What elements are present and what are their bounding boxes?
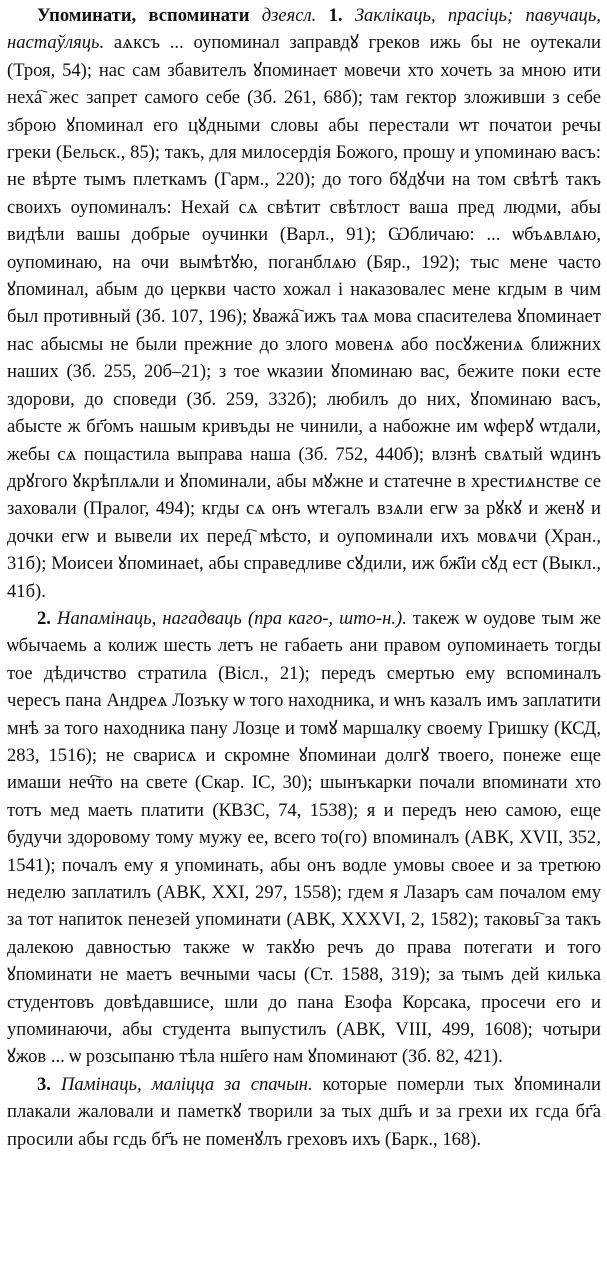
sense-3	[7, 1071, 601, 1153]
sense-2	[7, 605, 601, 1071]
sense-definition: Памінаць, маліцца за спачын.	[60, 1073, 313, 1095]
sense-number: 1.	[328, 5, 343, 26]
sense-number: 3.	[37, 1073, 51, 1095]
sense-citations: такеж ѡ оудове тым же ѡбычаемь а колиж шесть летъ не габаеть ани правом оупоминаеть тогды тое дѣдичство стратила (Вісл., 21); передъ смертью ему вспоминалъ чересъ пана Андреѧ Лозъку ѡ того находника, и ѡнъ казалъ имъ заплатити мнѣ за того находника пану Лозце и томꙋ маршалку своему Гришку (КСД, 283, 1516); не сварисѧ и скромне ꙋпоминаи долгꙋ твоего, понеже еще имаши неч҇то на свете (Скар. ІС, 30); шынъкарки почали впоминати хто тотъ мед маеть платити (КВЗС, 74, 1538); я и передъ нею самою, еще будучи здоровому тому мужу ее, всего то(го) впоминалъ (АВК, XVII, 352, 1541); почалъ ему я упоминать, абы онъ водле умовы своее и за третюю неделю заплатилъ (АВК, XXI, 297, 1558); гдем я Лазаръ сам почалом ему за тот напиток пенезей упоминати (АВК, XXXVI, 2, 1582); таковы҇ за такъ далекою давностью также ѡ такꙋю речъ до права потегати и того ꙋпоминати не маетъ вечными часы (Ст. 1588, 319); за тымъ дей килька студентовъ довѣдавшисе, шли до пана Езофа Корсака, просечи его и упоминаючи, абы студента выпустилъ (АВК, VIII, 499, 1608); чотыри ꙋжов ... ѡ розсыпаню тѣла нш҃его нам ꙋпоминают (Зб. 82, 421).	[7, 607, 601, 1068]
dictionary-entry	[7, 2, 601, 1153]
sense-definition: Заклікаць, прасіць; павучаць, настаўляць.	[7, 5, 601, 54]
headword: Упоминати, вспоминати	[37, 5, 250, 26]
sense-1	[7, 2, 601, 605]
sense-citations: аѧкcъ ... оупоминал заправдꙋ греков ижь бы не оутекали (Троя, 54); нас сам збавителъ ꙋпоминает мовечи хто хочеть за мною ити неха҇ жес запрет самого себе (Зб. 261, 68б); там гектор зложивши з себе зброю ꙋпоминал его цꙋдными словы абы перестали ѡт початои речы греки (Бельск., 85); такъ, для милосердія Божого, прошу и упоминаю васъ: не вѣрте тымъ плеткамъ (Гарм., 220); до того бꙋдꙋчи на том свѣтѣ такъ своихъ оупоминалъ: Нехай сѧ свѣтит свѣтлост ваша пред людми, абы видѣли вашы добрые оучинки (Варл., 91); Ѡбличаю: ... ѡбъѧвлѧю, оупоминаю, на очи вымѣтꙋю, поганблѧю (Бяр., 192); тыс мене часто ꙋпоминал, абым до церкви часто хожал і наказовалес мене кгдым в чим был противный (Зб. 107, 196); ꙋважа҇ ижъ таѧ мова спасителева ꙋпоминает нас абысмы не были прежние до злого мовенѧ або посꙋжениѧ ближних наших (Зб. 255, 20б–21); з тое ѡказии ꙋпоминаю вас, бежите поки есте здорови, до споведи (Зб. 259, 332б); любилъ до них, ꙋпоминаю васъ, абысте ж бг҃омъ нашым кривъды не чинили, а набожне им ѡферꙋ ѡтдали, жебы сѧ пощастила выправа наша (Зб. 752, 440б); влзнѣ свѧтый ѡдинъ дрꙋгого ꙋкрѣплѧли и ꙋпоминали, абы мꙋжне и статечне в хрестиѧнстве се заховали (Пралог, 494); кгды сѧ онъ ѡтегалъ взѧли егѡ за рꙋкꙋ и женꙋ и дочки егѡ и вывели их перед҇ мѣсто, и оупоминали ихъ мовѧчи (Хран., 31б); Моисеи ꙋпоминаеt, абы справедливе сꙋдили, иж бж҃їи сꙋд ест (Выкл., 41б).	[7, 32, 601, 602]
grammar-label: дзеясл.	[261, 5, 317, 26]
sense-definition: Напамінаць, нагадваць (пра каго-, што-н.).	[57, 607, 407, 629]
sense-number: 2.	[37, 607, 51, 629]
sense-citations: которые померли тых ꙋпоминали плакали жаловали и паметкꙋ творили за тых дш҃ъ и за грехи их гсда бг҃а просили абы гсдь бг҃ъ не поменꙋлъ греховъ ихъ (Барк., 168).	[7, 1073, 601, 1150]
